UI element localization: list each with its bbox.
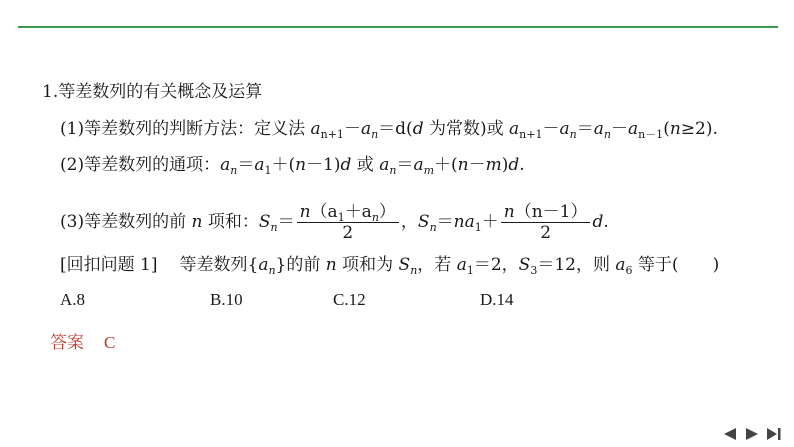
paren-close: ) [712, 255, 720, 275]
sub-m: m [423, 164, 435, 177]
a-var: a [220, 155, 231, 175]
sub-n-plus-1: n+1 [320, 128, 344, 141]
na-var: na [453, 212, 475, 232]
S-var: S [258, 212, 271, 232]
item-judgement-method [60, 119, 718, 139]
question-text: 项和为 [336, 255, 399, 275]
equals: ＝ [277, 212, 295, 232]
option-b: B.10 [210, 290, 243, 309]
answer-value: C [104, 333, 116, 352]
minus: － [343, 119, 361, 139]
n-var: n [669, 119, 681, 139]
item1-tail: ≥2). [680, 119, 718, 139]
plus: ＋ [481, 212, 499, 232]
top-rule [18, 26, 778, 28]
frac1-a: （a [310, 202, 338, 222]
sub-n: n [268, 264, 276, 277]
minus-1: －1) [306, 155, 341, 175]
a-var: a [379, 155, 390, 175]
option-c: C.12 [333, 290, 366, 309]
triangle-right-bar-icon [766, 428, 782, 440]
a-var: a [254, 155, 265, 175]
a-var: a [310, 119, 321, 139]
equals: ＝ [237, 155, 255, 175]
n-var: n [299, 202, 311, 222]
sub-n: n [569, 128, 577, 141]
n-var: n [503, 202, 515, 222]
slide-navigation [722, 427, 782, 441]
sub-n: n [410, 264, 418, 277]
heading: 1.等差数列的有关概念及运算 [42, 82, 263, 102]
paren-close: ) [501, 155, 509, 175]
plus-paren: ＋( [271, 155, 296, 175]
next-slide-button[interactable] [744, 427, 760, 441]
equals: ＝ [396, 155, 414, 175]
minus: － [468, 155, 486, 175]
sub-n: n [230, 164, 238, 177]
n-var: n [295, 155, 307, 175]
sub-6: 6 [625, 264, 633, 277]
last-slide-button[interactable] [766, 427, 782, 441]
item3-prefix: (3)等差数列的前 [60, 212, 192, 232]
triangle-right-icon [745, 428, 759, 440]
item1-mid: 为常数)或 [423, 119, 510, 139]
sub-n: n [603, 128, 611, 141]
period: . [603, 212, 609, 232]
or-word: 或 [351, 155, 380, 175]
sub-n: n [371, 211, 379, 224]
question-text: ＝12，则 [537, 255, 616, 275]
triangle-left-icon [723, 428, 737, 440]
answer [50, 333, 115, 353]
sub-n-plus-1: n+1 [519, 128, 543, 141]
review-question [60, 255, 719, 275]
fraction-2 [501, 203, 591, 242]
S-var: S [518, 255, 531, 275]
paren-open: ( [663, 119, 670, 139]
options [60, 290, 514, 310]
a-var: a [509, 119, 520, 139]
S-var: S [417, 212, 430, 232]
a-var: a [627, 119, 639, 139]
S-var: S [398, 255, 411, 275]
question-text: 等于( [632, 255, 679, 275]
fraction-1 [297, 203, 399, 242]
equals: ＝ [436, 212, 454, 232]
question-tag: [回扣问题 1] [60, 255, 158, 275]
d-var: d [340, 155, 352, 175]
sub-1: 1 [466, 264, 474, 277]
sub-n-minus-1: n－1 [638, 128, 664, 141]
period: . [519, 155, 525, 175]
a-var: a [258, 255, 269, 275]
d-var: d [592, 212, 604, 232]
question-text: ＝2， [473, 255, 519, 275]
equals-d: ＝d( [378, 119, 413, 139]
minus: － [610, 119, 628, 139]
prev-slide-button[interactable] [722, 427, 738, 441]
n-var: n [457, 155, 469, 175]
m-var: m [485, 155, 502, 175]
item-general-term [60, 155, 525, 175]
sub-n: n [270, 221, 278, 234]
question-text: ，若 [417, 255, 457, 275]
item3-mid: 项和： [202, 212, 259, 232]
plus-paren: ＋( [434, 155, 458, 175]
a-var: a [456, 255, 467, 275]
minus: － [542, 119, 560, 139]
option-a: A.8 [60, 290, 86, 309]
sub-1: 1 [474, 221, 482, 234]
denominator: 2 [342, 223, 354, 243]
frac1-close: ） [378, 202, 396, 222]
item1-prefix: (1)等差数列的判断方法：定义法 [60, 119, 311, 139]
question-text: }的前 [275, 255, 326, 275]
item2-prefix: (2)等差数列的通项： [60, 155, 221, 175]
a-var: a [615, 255, 626, 275]
d-var: d [412, 119, 424, 139]
a-var: a [559, 119, 570, 139]
sub-n: n [429, 221, 437, 234]
comma: ， [400, 212, 418, 232]
n-var: n [325, 255, 337, 275]
a-var: a [593, 119, 604, 139]
sub-3: 3 [530, 264, 538, 277]
frac2-numerator: （n－1） [514, 202, 588, 222]
sub-n: n [371, 128, 379, 141]
a-var: a [413, 155, 424, 175]
answer-label: 答案 [50, 333, 84, 353]
d-var: d [508, 155, 520, 175]
sub-1: 1 [264, 164, 272, 177]
sub-1: 1 [337, 211, 345, 224]
option-d: D.14 [480, 290, 514, 309]
n-var: n [191, 212, 203, 232]
sub-n: n [389, 164, 397, 177]
equals: ＝ [576, 119, 594, 139]
item-partial-sum [60, 203, 609, 242]
a-var: a [360, 119, 372, 139]
denominator: 2 [540, 223, 552, 243]
question-text: 等差数列{ [179, 255, 259, 275]
frac1-plus-a: ＋a [344, 202, 372, 222]
